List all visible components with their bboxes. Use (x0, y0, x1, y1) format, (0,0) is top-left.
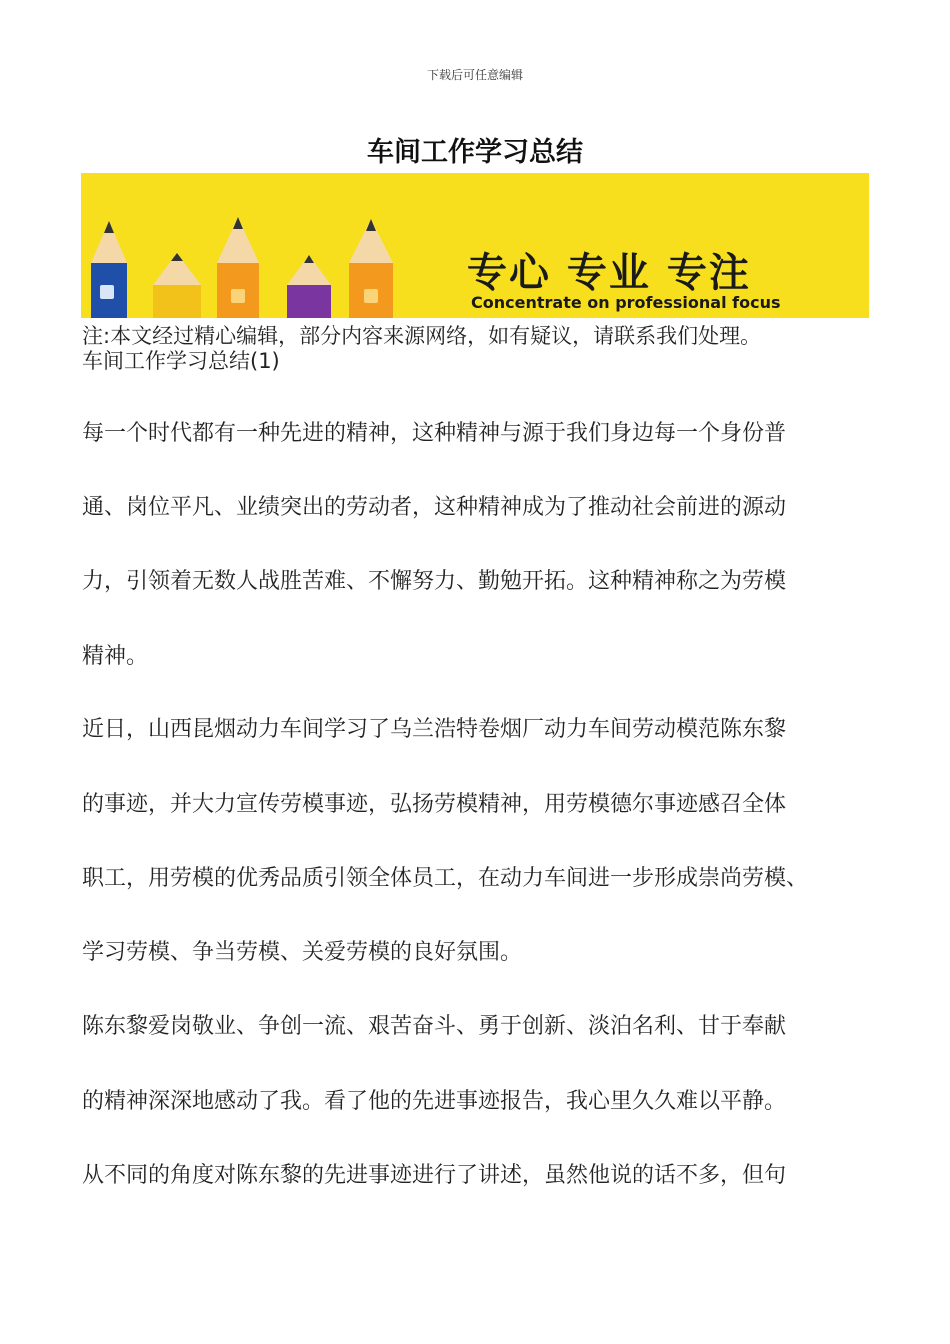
yellow-pencil-icon (153, 253, 201, 318)
orange-pencil-icon-2 (349, 219, 393, 318)
body-line: 学习劳模、争当劳模、关爱劳模的良好氛围。 (82, 940, 523, 965)
orange-pencil-icon (217, 217, 259, 318)
header-note: 下载后可任意编辑 (426, 68, 523, 82)
purple-pencil-icon (287, 255, 331, 318)
body-line: 力，引领着无数人战胜苦难、不懈努力、勤勉开拓。这种精神称之为劳模 (82, 569, 787, 594)
body-line: 通、岗位平凡、业绩突出的劳动者，这种精神成为了推动社会前进的源动 (82, 495, 787, 520)
document-title: 车间工作学习总结 (367, 137, 583, 168)
banner-slogan: 专心 专业 专注 (467, 250, 751, 296)
body-line: 陈东黎爱岗敬业、争创一流、艰苦奋斗、勇于创新、淡泊名利、甘于奉献 (82, 1014, 787, 1039)
blue-pencil-icon (91, 221, 127, 318)
body-line: 从不同的角度对陈东黎的先进事迹进行了讲述，虽然他说的话不多，但句 (82, 1163, 787, 1188)
body-line: 的精神深深地感动了我。看了他的先进事迹报告，我心里久久难以平静。 (82, 1089, 787, 1114)
banner-image (81, 173, 869, 318)
body-line: 职工，用劳模的优秀品质引领全体员工，在动力车间进一步形成崇尚劳模、 (82, 866, 809, 891)
section-heading: 车间工作学习总结(1) (82, 349, 280, 373)
body-line: 精神。 (82, 644, 149, 669)
body-line: 每一个时代都有一种先进的精神，这种精神与源于我们身边每一个身份普 (82, 421, 787, 446)
banner-subtitle: Concentrate on professional focus (471, 293, 781, 312)
body-line: 的事迹，并大力宣传劳模事迹，弘扬劳模精神，用劳模德尔事迹感召全体 (82, 792, 787, 817)
body-line: 近日，山西昆烟动力车间学习了乌兰浩特卷烟厂动力车间劳动模范陈东黎 (82, 717, 787, 742)
editor-note: 注:本文经过精心编辑，部分内容来源网络，如有疑议，请联系我们处理。 (82, 324, 762, 348)
